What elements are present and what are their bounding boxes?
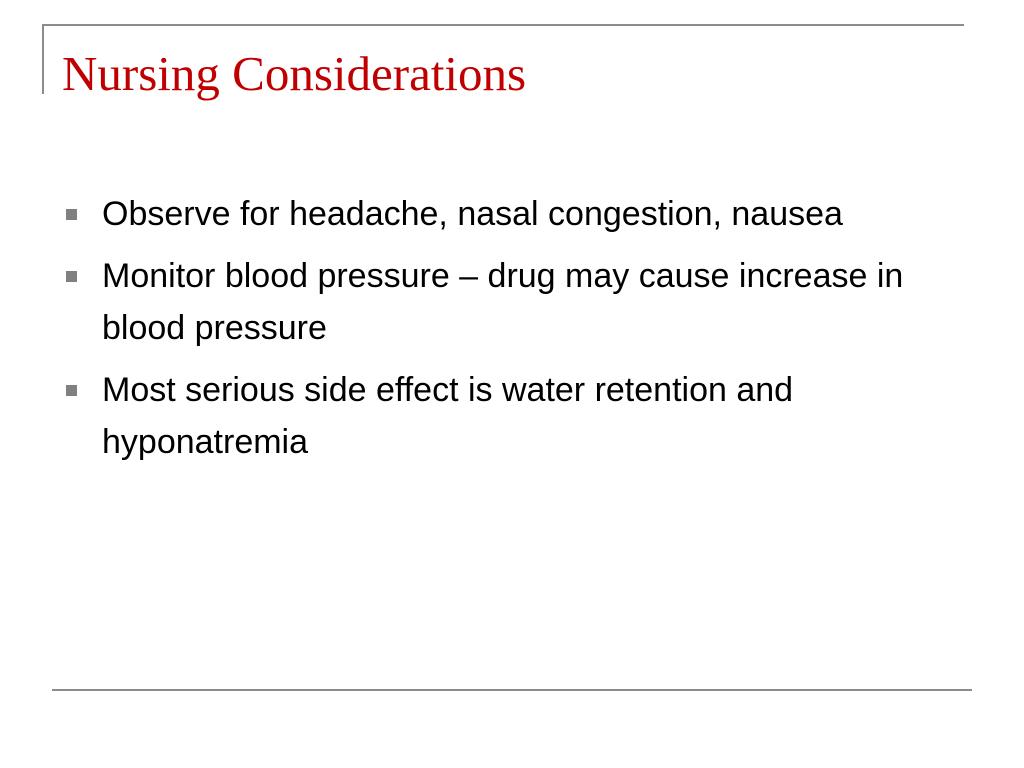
square-bullet-icon bbox=[66, 271, 77, 282]
frame-bottom-line bbox=[52, 689, 972, 691]
frame-top-line bbox=[42, 24, 964, 26]
square-bullet-icon bbox=[66, 385, 77, 396]
slide-title: Nursing Considerations bbox=[62, 46, 527, 101]
square-bullet-icon bbox=[66, 209, 77, 220]
bullet-text: Most serious side effect is water retention and hyponatremia bbox=[102, 371, 794, 461]
frame-left-line bbox=[42, 24, 44, 94]
bullet-text: Monitor blood pressure – drug may cause increase in blood pressure bbox=[102, 257, 904, 347]
bullet-list bbox=[64, 188, 924, 478]
bullet-item bbox=[64, 188, 924, 240]
bullet-text: Observe for headache, nasal congestion, nausea bbox=[102, 195, 843, 233]
bullet-item bbox=[64, 250, 924, 354]
bullet-item bbox=[64, 364, 924, 468]
